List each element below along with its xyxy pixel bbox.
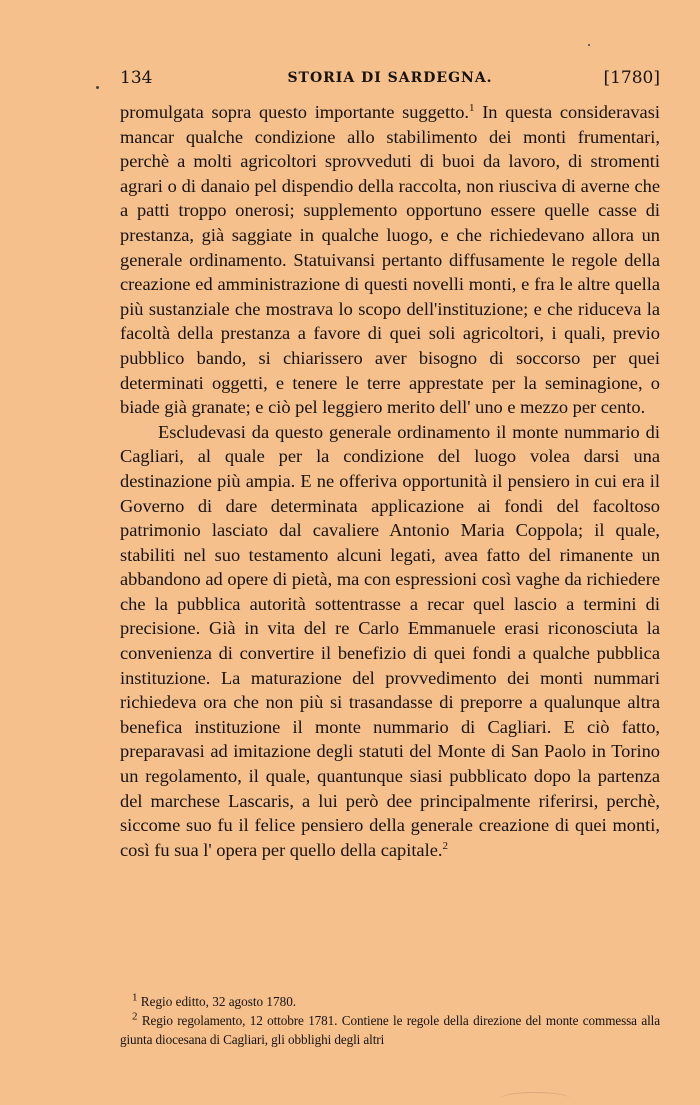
paragraph-2-text: Escludevasi da questo generale ordinamento il monte nummario di Cagliari, al quale per la condizione del luogo volea darsi una destinazione più ampia. E ne offeriva opportunità il pensiero in cui era il Governo di dare determinata applicazione ai fondi del facoltoso patrimonio lasciato dal cavaliere Antonio Maria Coppola; il quale, stabiliti nel suo testamento alcuni legati, avea fatto del rimanente un abbandono ad opere di pietà, ma con espressioni così vaghe da richiedere che la pubblica autorità sottentrasse a recar quel lascio a termini di precisione. Già in vita del re Carlo Emmanuele erasi riconosciuta la convenienza di convertire il benefizio di quei fondi a qualche pubblica instituzione. La maturazione del provvedimento dei monti nummari richiedeva ora che non più si trasandasse di preporre a qualunque altra benefica instituzione il monte nummario di Cagliari. E ciò fatto, preparavasi ad imitazione degli statuti del Monte di San Paolo in Torino un regolamento, il quale, quantunque siasi pubblicato dopo la partenza del marchese Lascaris, a lui però dee principalmente riferirsi, perchè, siccome suo fu il felice pensiero della generale creazione di quei monti, così fu sua l' opera per quello della capitale. [120, 421, 660, 860]
footnote-ref-2: 2 [442, 839, 448, 852]
header-year: [1780] [603, 68, 660, 88]
page-speck [588, 44, 590, 46]
body-text [120, 100, 660, 862]
footnote-ref-1: 1 [468, 101, 475, 114]
footnote-2-mark: 2 [132, 1010, 138, 1023]
footnote-2-text: Regio regolamento, 12 ottobre 1781. Contiene le regole della direzione del monte commessa alla giunta diocesana di Cagliari, gli obblighi degli altri [120, 1013, 660, 1047]
footnote-1-text: Regio editto, 32 agosto 1780. [140, 994, 297, 1009]
page-number: 134 [120, 68, 153, 88]
paragraph-1 [120, 100, 660, 420]
footnote-2 [120, 1011, 660, 1049]
page-speck [96, 86, 99, 89]
footnote-1 [120, 992, 660, 1011]
running-title: STORIA DI SARDEGNA. [287, 70, 493, 86]
paragraph-2 [120, 420, 660, 863]
footnote-1-mark: 1 [132, 991, 138, 1004]
paragraph-1-rest: In questa consideravasi mancar qualche condizione allo stabilimento dei monti frumentari, perchè a molti agricoltori sprovveduti di buoi da lavoro, di stromenti agrari o di danaio pel dispendio della raccolta, non riusciva di averne che a patti troppo onerosi; supplemento opportuno essere quelle casse di prestanza, già saggiate in qualche luogo, e che richiedevano allora un generale ordinamento. Statuivansi pertanto diffusamente le regole della creazione ed amministrazione di questi novelli monti, e fra le altre quella più sustanziale che mostrava lo scopo dell'instituzione; e che riduceva la facoltà della prestanza a favore di quei soli agricoltori, i quali, previo pubblico bando, si chiarissero aver bisogno di soccorso per quei determinati oggetti, e tenere le terre apprestate per la seminagione, o biade già granate; e ciò pel leggiero merito dell' uno e mezzo per cento. [120, 102, 660, 418]
running-header [120, 68, 660, 92]
scan-watermark-trace [500, 1092, 570, 1105]
paragraph-1-start: promulgata sopra questo importante suggetto. [120, 102, 469, 122]
footnotes [120, 992, 660, 1049]
